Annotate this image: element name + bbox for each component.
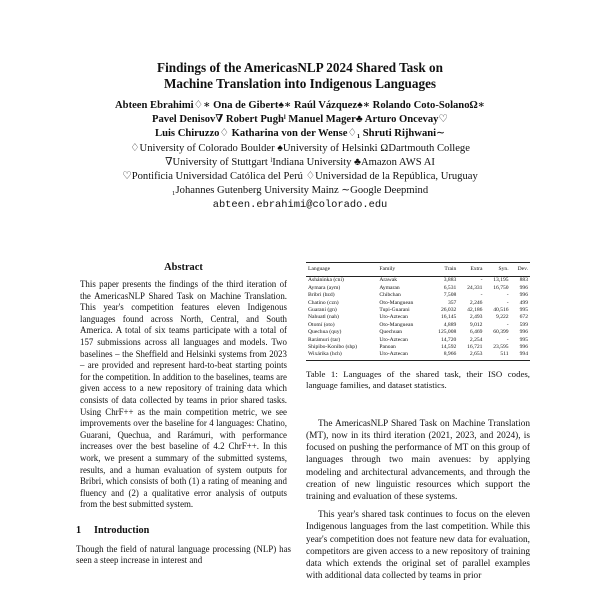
table-cell: 16,750 — [493, 284, 509, 291]
paragraph: The AmericasNLP Shared Task on Machine Translation (MT), now in its third iteration (2021, 2023, and 2024), is focused on pushing the performance of MT on this group of languages through two main avenues: by applying modeling and architectural advancements, and through the creation of new linguistic resources which support the training and evaluation of these systems. — [306, 418, 530, 502]
table-cell: - — [506, 292, 509, 299]
table-cell: 8,966 — [428, 351, 458, 360]
contact-email: abteen.ebrahimi@colorado.edu — [212, 199, 388, 212]
table-cell: 6,531 — [443, 284, 457, 291]
table-cell: 40,516 — [493, 307, 509, 314]
affiliation-line-1: ♢University of Colorado Boulder ♠University of Helsinki ΩDartmouth College — [130, 142, 470, 154]
table-header-cell: Extra — [458, 263, 484, 277]
section-title: Introduction — [94, 524, 150, 536]
table-cell: Asháninka (cni) — [308, 277, 344, 284]
table-cell: 23,595 — [493, 344, 509, 351]
title-line-2: Machine Translation into Indigenous Languages — [163, 76, 437, 91]
table-cell: 995 — [519, 307, 528, 314]
table-cell: 357 — [447, 299, 457, 306]
table-cell: 42,186 — [467, 307, 483, 314]
table-header-cell: Syn. — [484, 263, 510, 277]
table-cell: 16,721 — [467, 344, 483, 351]
table-cell: Wixárika (hch) — [306, 351, 377, 360]
right-column — [306, 262, 530, 588]
table-cell: 994 — [511, 351, 530, 360]
table-cell: Otomí (oto) — [308, 321, 335, 328]
abstract-heading: Abstract — [164, 262, 203, 273]
table-header-cell: Language — [306, 263, 377, 277]
title-line-1: Findings of the AmericasNLP 2024 Shared Task on — [157, 60, 443, 75]
table-row — [306, 300, 530, 307]
table-cell: 13,195 — [493, 277, 509, 284]
table-cell: 60,399 — [493, 329, 509, 336]
table-row — [306, 277, 530, 285]
table-cell: 24,331 — [467, 284, 483, 291]
table-cell: 499 — [519, 299, 528, 306]
table-cell: 4,889 — [443, 321, 457, 328]
author-line-2: Pavel Denisov∇ Robert Pughˡ Manuel Mager♣ Arturo Oncevay♡ — [152, 114, 448, 126]
table-cell: Arawak — [379, 277, 398, 284]
table-cell: Oto-Manguean — [379, 321, 414, 328]
table-cell: Uto-Aztecan — [379, 314, 408, 321]
table-cell: 14,592 — [440, 344, 457, 351]
table-row — [306, 307, 530, 314]
table-row — [306, 351, 530, 360]
table-cell: Aymaran — [379, 284, 400, 291]
table-cell: 2,246 — [469, 299, 483, 306]
table-cell: Uto-Aztecan — [377, 351, 428, 360]
table-cell: - — [506, 336, 509, 343]
table-cell: Chibchan — [379, 292, 401, 299]
table-cell: 2,653 — [458, 351, 484, 360]
table-row — [306, 329, 530, 336]
table-caption: Table 1: Languages of the shared task, their ISO codes, language families, and dataset statistics. — [306, 368, 530, 391]
paragraph: This year's shared task continues to focus on the eleven Indigenous languages from the last competition. While this year's competition does not feature new data for evaluation, competitors are given access to a new repository of training data which extends the original set of parallel examples with additional data collected by teams in prior — [306, 510, 530, 582]
table-cell: 996 — [519, 292, 528, 299]
table-cell: 996 — [519, 329, 528, 336]
right-body-text — [306, 418, 530, 583]
table-cell: Rarámuri (tar) — [308, 336, 341, 343]
affiliation-line-3: ♡Pontificia Universidad Católica del Perú ♢Universidad de la República, Uruguay — [122, 171, 478, 183]
table-body — [306, 277, 530, 360]
abstract-text: This paper presents the findings of the third iteration of the AmericasNLP Shared Task on Machine Translation. This year's competition features eleven Indigenous languages found across North, Central, and South America. A total of six teams participate with a total of 157 submissions across all languages and models. Two baselines – the Sheffield and Helsinki systems from 2023 – are provided and represent hard-to-beat starting points for the competition. In addition to the baselines, teams are given access to a new repository of training data which consists of data collected by teams in prior shared tasks. Using ChrF++ as the main competition metric, we see improvements over the baseline for 4 languages: Chatino, Guarani, Quechua, and Rarámuri, with performance increases over the best baseline of 4.2 ChrF++. In this work, we present a summary of the submitted systems, results, and a human evaluation of system outputs for Bribri, which consists of both (1) a rating of meaning and fluency and (2) a qualitative error analysis of outputs from the best submitted system. — [80, 279, 287, 510]
table-cell: Quechua (quy) — [308, 329, 342, 336]
table-cell: 996 — [519, 344, 528, 351]
table-cell: Tupi-Guarani — [379, 307, 410, 314]
table-cell: Bribri (bzd) — [308, 292, 335, 299]
language-table — [306, 262, 530, 361]
table-row — [306, 314, 530, 321]
introduction-text: Though the field of natural language processing (NLP) has seen a steep increase in interest and — [76, 543, 291, 566]
table-cell: 26,032 — [440, 307, 457, 314]
table-cell: - — [480, 292, 483, 299]
section-number: 1 — [76, 524, 82, 536]
paper-title — [0, 60, 600, 92]
table-cell: 6,469 — [469, 329, 483, 336]
table-header-cell: Family — [377, 263, 428, 277]
table-cell: Oto-Manguean — [379, 299, 414, 306]
table-header-cell: Train — [428, 263, 458, 277]
author-line-3: Luis Chiruzzo♢ Katharina von der Wense♢₁ Shruti Rijhwani∼ — [155, 128, 445, 140]
author-block — [0, 99, 600, 213]
table-cell: 2,254 — [469, 336, 483, 343]
table-row — [306, 285, 530, 292]
table-cell: Chatino (czn) — [308, 299, 339, 306]
table-cell: 9,222 — [496, 314, 509, 321]
table-cell: Uto-Aztecan — [379, 336, 408, 343]
table-header-cell: Dev. — [511, 263, 530, 277]
table-cell: 16,145 — [440, 314, 457, 321]
table-cell: 9,012 — [469, 321, 483, 328]
table-cell: - — [506, 321, 509, 328]
table-cell: Nahuatl (nah) — [308, 314, 339, 321]
table-row — [306, 337, 530, 344]
table-cell: 672 — [519, 314, 528, 321]
table-cell: 7,508 — [443, 292, 457, 299]
table-header-row — [306, 263, 530, 277]
table-cell: 125,008 — [438, 329, 457, 336]
table-cell: 511 — [484, 351, 510, 360]
table-cell: 3,883 — [443, 277, 457, 284]
table-cell: 599 — [519, 321, 528, 328]
table-cell: Shipibo-Konibo (shp) — [308, 344, 357, 351]
table-cell: 883 — [519, 277, 528, 284]
affiliation-line-2: ∇University of Stuttgart ˡIndiana University ♣Amazon AWS AI — [165, 156, 435, 168]
table-cell: Panoan — [379, 344, 396, 351]
table-cell: Guarani (gn) — [308, 307, 337, 314]
affiliation-line-4: ₁Johannes Gutenberg University Mainz ∼Google Deepmind — [171, 185, 429, 197]
table-cell: - — [506, 299, 509, 306]
table-cell: 995 — [519, 336, 528, 343]
table-cell: 2,493 — [469, 314, 483, 321]
table-cell: 996 — [519, 284, 528, 291]
introduction-heading — [76, 525, 291, 536]
table-cell: Aymara (aym) — [308, 284, 341, 291]
author-line-1: Abteen Ebrahimi♢∗ Ona de Gibert♠∗ Raúl Vázquez♠∗ Rolando Coto-SolanoΩ∗ — [115, 100, 485, 111]
left-column — [76, 262, 291, 567]
table-cell: 14,720 — [440, 336, 457, 343]
table-cell: Quechuan — [379, 329, 403, 336]
table-row — [306, 292, 530, 299]
table-cell: - — [480, 277, 483, 284]
